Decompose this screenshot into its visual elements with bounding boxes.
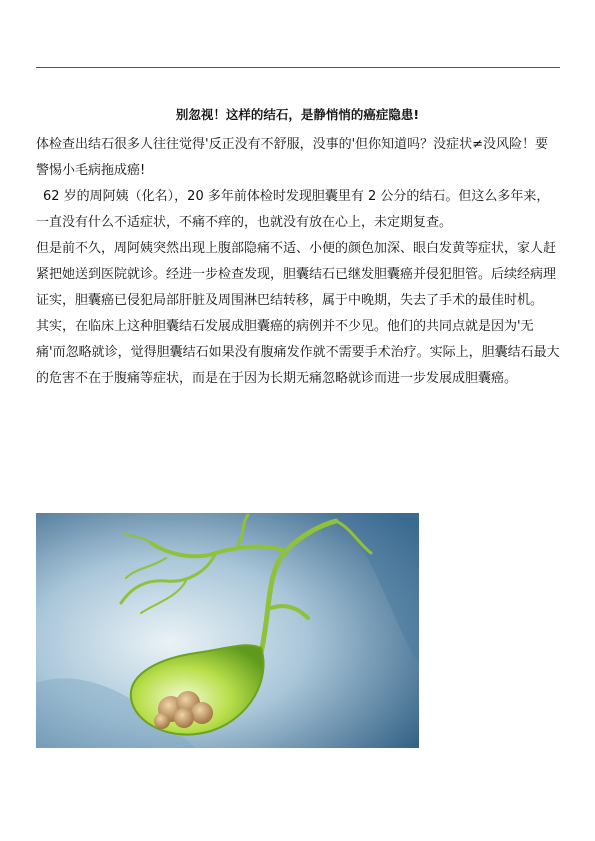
gallbladder-stone-image <box>36 513 419 748</box>
paragraph-explanation: 其实，在临床上这种胆囊结石发展成胆囊癌的病例并不少见。他们的共同点就是因为'无痛'而忽略就诊，觉得胆囊结石如果没有腹痛发作就不需要手术治疗。实际上，胆囊结石最大的危害不在于腹痛等症状，而是在于因为长期无痛忽略就诊而进一步发展成胆囊癌。 <box>36 319 560 386</box>
paragraph-case: 62 岁的周阿姨（化名），20 多年前体检时发现胆囊里有 2 公分的结石。但这么多年来，一直没有什么不适症状，不痛不痒的，也就没有放在心上，未定期复查。 <box>36 189 550 230</box>
header-rule <box>36 67 560 68</box>
paragraph-intro: 体检查出结石很多人往往觉得'反正没有不舒服，没事的'但你知道吗？没症状≠没风险！要警惕小毛病拖成癌! <box>36 137 549 178</box>
paragraph-diagnosis: 但是前不久，周阿姨突然出现上腹部隐痛不适、小便的颜色加深、眼白发黄等症状，家人赶紧把她送到医院就诊。经进一步检查发现，胆囊结石已继发胆囊癌并侵犯胆管。后续经病理证实，胆囊癌已侵犯局部肝脏及周围淋巴结转移，属于中晚期，失去了手术的最佳时机。 <box>36 241 557 308</box>
article-body <box>36 132 560 392</box>
gallbladder-illustration <box>36 513 419 748</box>
article-title: 别忽视！这样的结石，是静悄悄的癌症隐患! <box>175 107 420 122</box>
